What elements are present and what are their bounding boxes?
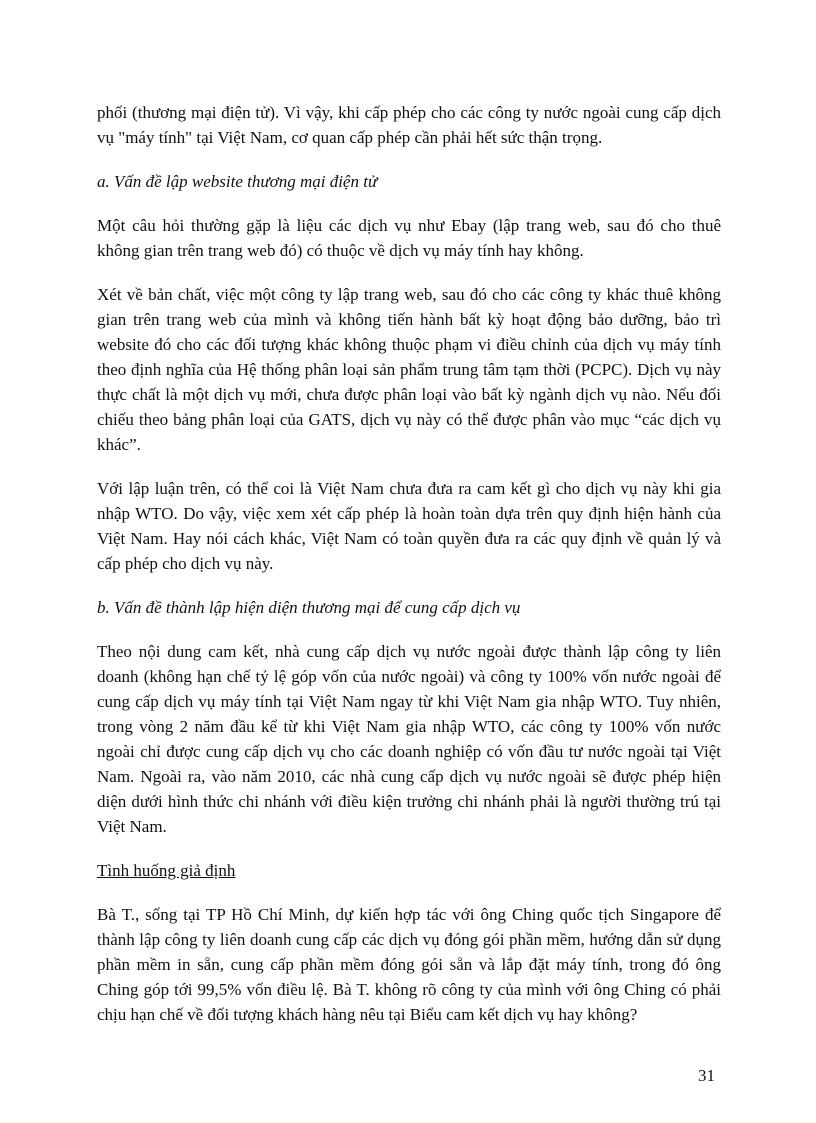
- paragraph-ebay-question: Một câu hỏi thường gặp là liệu các dịch vụ như Ebay (lập trang web, sau đó cho thuê không gian trên trang web đó) có thuộc về dịch vụ máy tính hay không.: [97, 216, 721, 260]
- heading-b-commercial-presence: b. Vấn đề thành lập hiện diện thương mại để cung cấp dịch vụ: [97, 598, 521, 617]
- paragraph-conclusion: Với lập luận trên, có thể coi là Việt Nam chưa đưa ra cam kết gì cho dịch vụ này khi gia nhập WTO. Do vậy, việc xem xét cấp phép là hoàn toàn dựa trên quy định hiện hành của Việt Nam. Hay nói cách khác, Việt Nam có toàn quyền đưa ra các quy định về quản lý và cấp phép cho dịch vụ này.: [97, 479, 721, 573]
- document-page: [97, 100, 721, 1046]
- page-number: 31: [698, 1066, 715, 1085]
- paragraph-commitment-content: Theo nội dung cam kết, nhà cung cấp dịch vụ nước ngoài được thành lập công ty liên doanh (không hạn chế tỷ lệ góp vốn của nước ngoài) và công ty 100% vốn nước ngoài để cung cấp dịch vụ máy tính tại Việt Nam ngay từ khi Việt Nam gia nhập WTO. Tuy nhiên, trong vòng 2 năm đầu kể từ khi Việt Nam gia nhập WTO, các công ty 100% vốn nước ngoài chỉ được cung cấp dịch vụ cho các doanh nghiệp có vốn đầu tư nước ngoài tại Việt Nam. Ngoài ra, vào năm 2010, các nhà cung cấp dịch vụ nước ngoài sẽ được phép hiện diện dưới hình thức chi nhánh với điều kiện trưởng chi nhánh phải là người thường trú tại Việt Nam.: [97, 642, 721, 836]
- paragraph-intro: phối (thương mại điện tử). Vì vậy, khi cấp phép cho các công ty nước ngoài cung cấp dịch vụ "máy tính" tại Việt Nam, cơ quan cấp phép cần phải hết sức thận trọng.: [97, 103, 721, 147]
- heading-hypothetical-case: Tình huống giả định: [97, 861, 236, 880]
- paragraph-case-description: Bà T., sống tại TP Hồ Chí Minh, dự kiến hợp tác với ông Ching quốc tịch Singapore để thành lập công ty liên doanh cung cấp các dịch vụ đóng gói phần mềm, hướng dẫn sử dụng phần mềm in sẵn, cung cấp phần mềm đóng gói sẵn và lắp đặt máy tính, trong đó ông Ching góp tới 99,5% vốn điều lệ. Bà T. không rõ công ty của mình với ông Ching có phải chịu hạn chế về đối tượng khách hàng nêu tại Biểu cam kết dịch vụ hay không?: [97, 905, 721, 1024]
- paragraph-nature-analysis: Xét về bản chất, việc một công ty lập trang web, sau đó cho các công ty khác thuê không gian trên trang web của mình và không tiến hành bất kỳ hoạt động bảo dưỡng, bảo trì website đó cho các đối tượng khác không thuộc phạm vi điều chỉnh của dịch vụ máy tính theo định nghĩa của Hệ thống phân loại sản phẩm trung tâm tạm thời (PCPC). Dịch vụ này thực chất là một dịch vụ mới, chưa được phân loại vào bất kỳ ngành dịch vụ nào. Nếu đối chiếu theo bảng phân loại của GATS, dịch vụ này có thể được phân vào mục “các dịch vụ khác”.: [97, 285, 721, 454]
- heading-a-ecommerce-website: a. Vấn đề lập website thương mại điện tử: [97, 172, 378, 191]
